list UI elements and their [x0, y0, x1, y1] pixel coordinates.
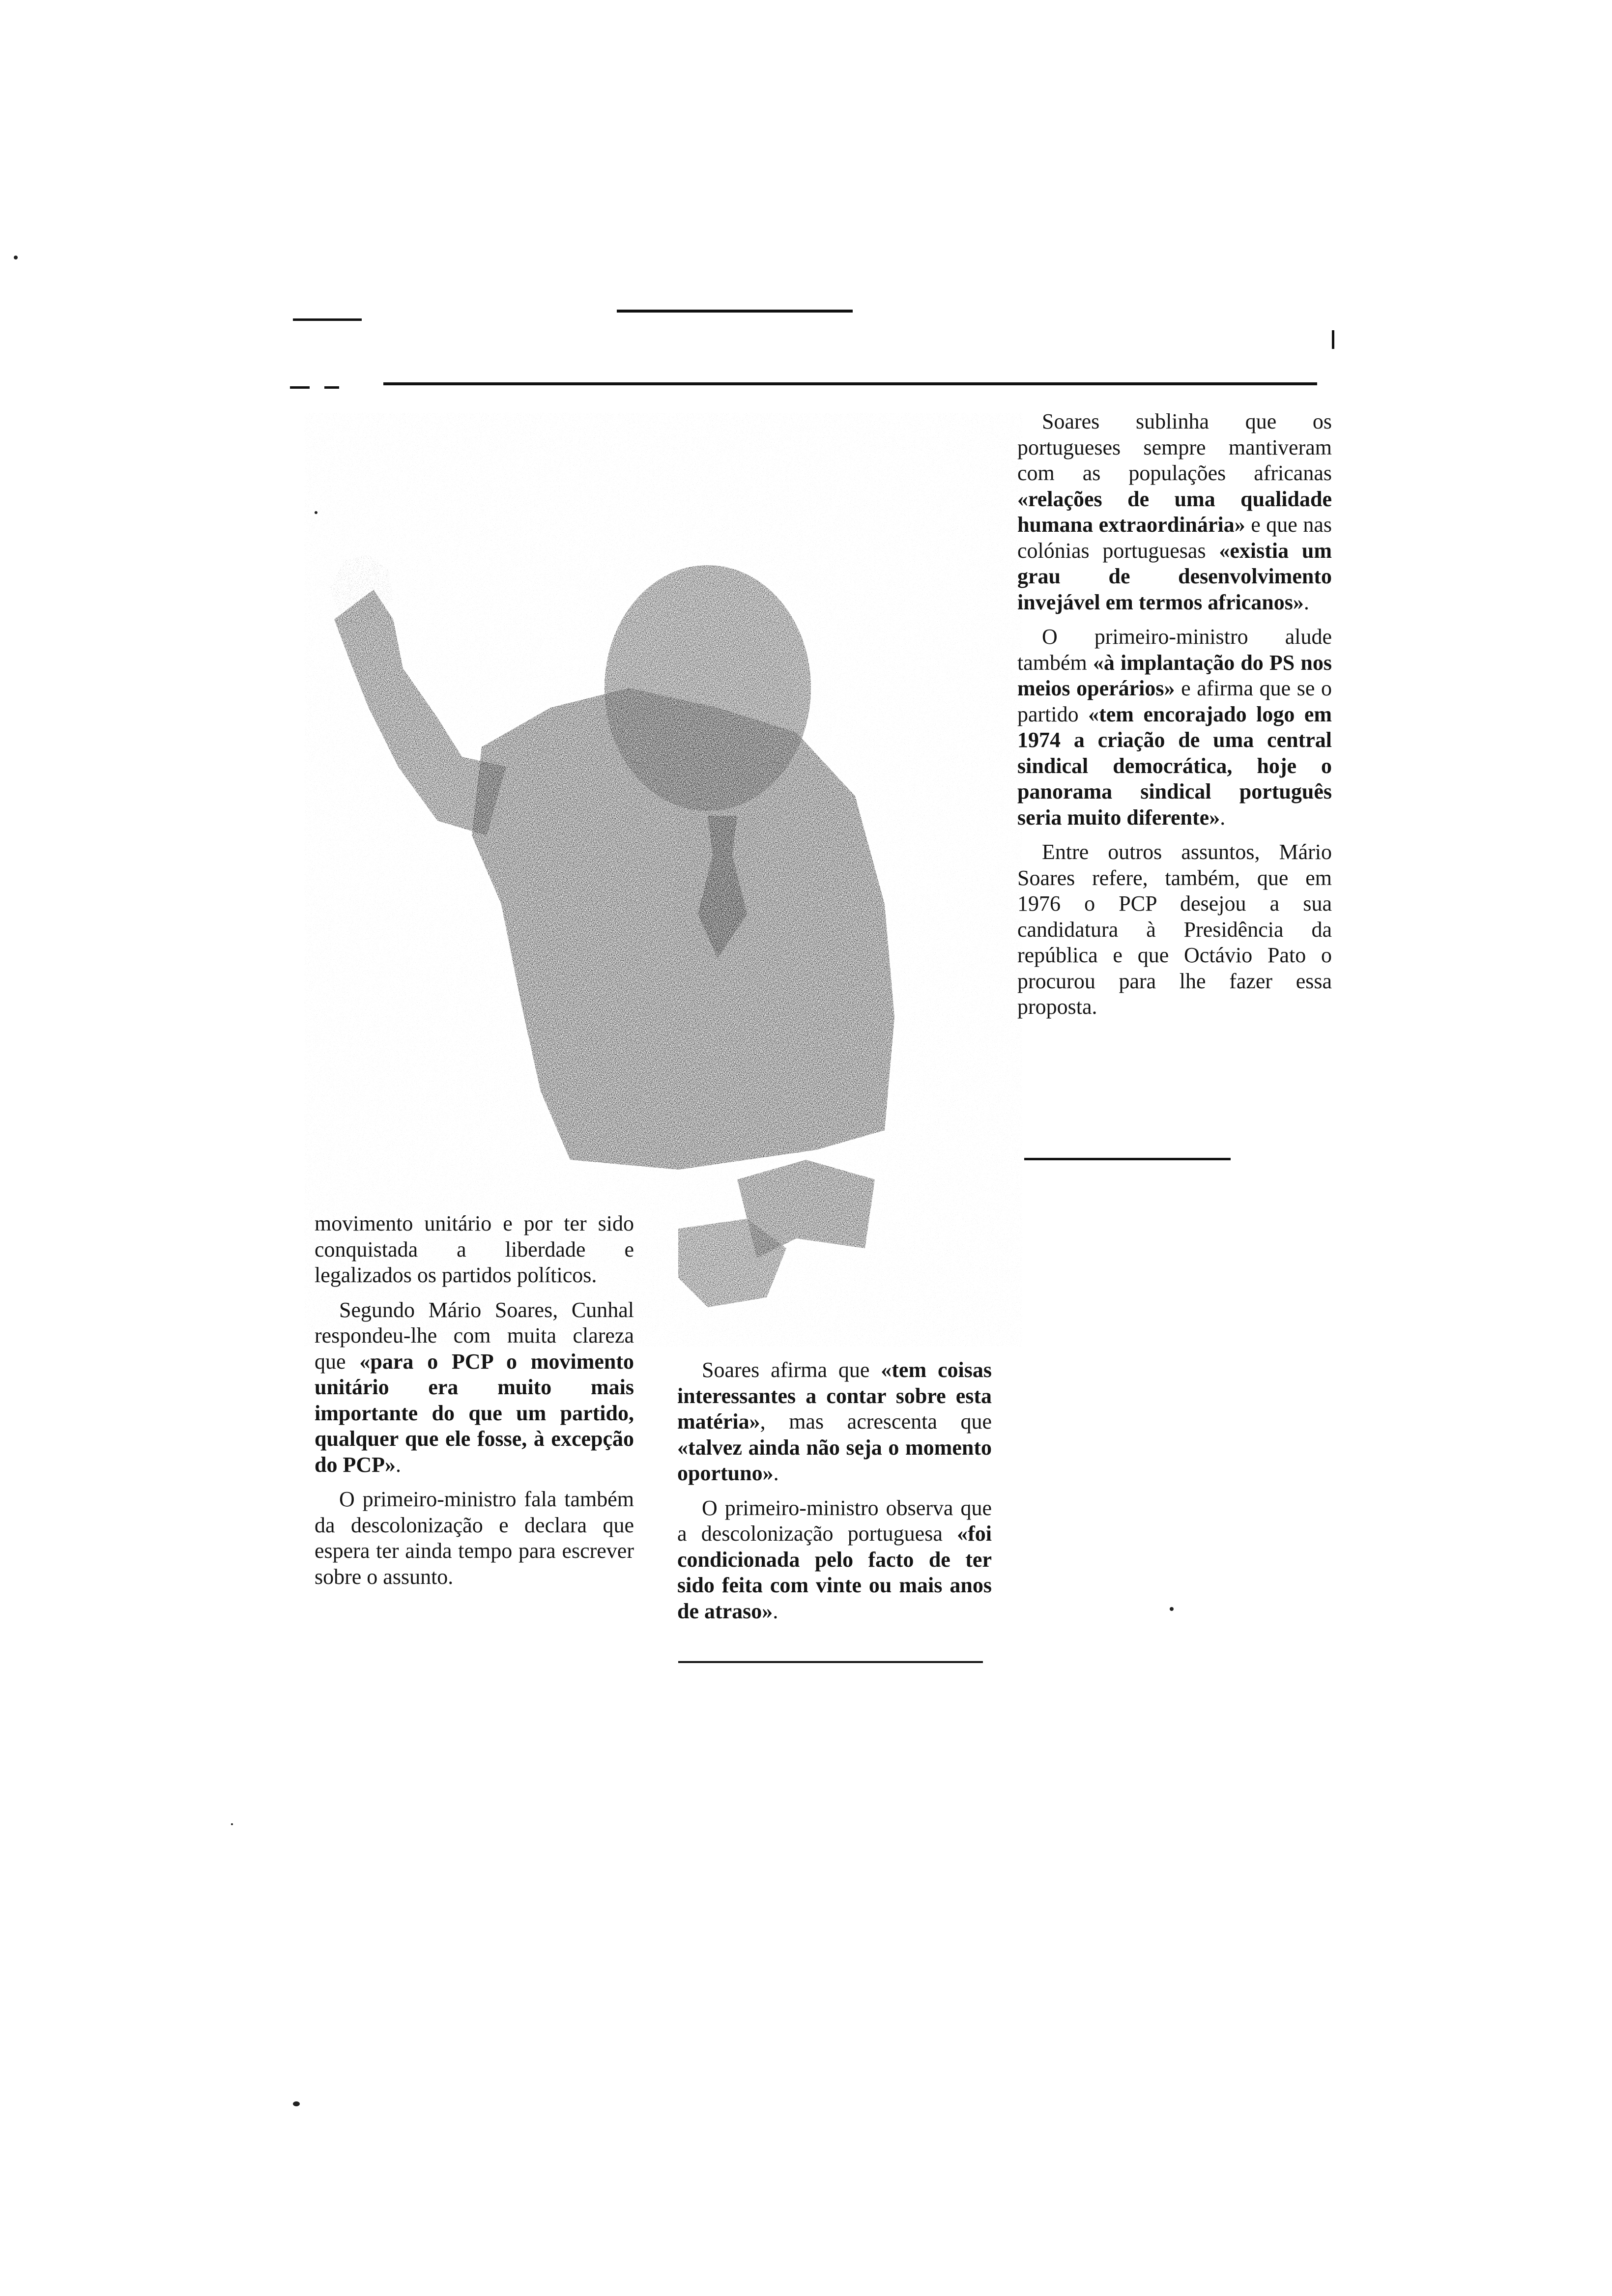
paragraph-text: Entre outros assuntos, Mário Soares refere, também, que em 1976 o PCP desejou a sua candidatura à Presidência da república e que Octávio Pato o procurou para lhe fazer essa proposta. [1017, 840, 1332, 1019]
header-dash-2 [324, 386, 339, 389]
paragraph-text: O primeiro-ministro alude também [1017, 625, 1332, 675]
paragraph [315, 1487, 634, 1590]
scan-speck [14, 256, 18, 259]
paragraph-text: movimento unitário e por ter sido conquistada a liberdade e legalizados os partidos políticos. [315, 1211, 634, 1287]
paragraph [1017, 839, 1332, 1020]
column-end-rule-bottom [678, 1661, 983, 1663]
scan-speck [293, 2101, 300, 2106]
quote-bold: «para o PCP o movimento unitário era muito mais importante do que um partido, qualquer que ele fosse, à excepção do PCP» [315, 1349, 634, 1477]
paragraph-text: e afirma que se o partido [1017, 676, 1332, 726]
header-tick [1332, 330, 1334, 349]
paragraph-text: , mas acrescenta que [760, 1409, 992, 1434]
paragraph-text: Soares sublinha que os portugueses sempre mantiveram com as populações africanas [1017, 409, 1332, 485]
paragraph [677, 1357, 992, 1487]
paragraph-text: O primeiro-ministro fala também da descolonização e declara que espera ter ainda tempo para escrever sobre o assunto. [315, 1487, 634, 1589]
photo-face [634, 624, 796, 811]
header-rule-left [293, 318, 362, 321]
paragraph-text: . [773, 1599, 778, 1623]
article-column-middle [677, 1357, 992, 1633]
paragraph-text: . [1303, 590, 1309, 614]
quote-bold: «foi condicionada pelo facto de ter sido feita com vinte ou mais anos de atraso» [677, 1521, 992, 1623]
scan-speck [315, 511, 317, 514]
paragraph [1017, 409, 1332, 615]
paragraph-text: Soares afirma que [702, 1358, 881, 1382]
paragraph-text: . [396, 1452, 401, 1477]
paragraph-text: . [1220, 805, 1226, 830]
quote-bold: «tem encorajado logo em 1974 a criação de uma central sindical democrática, hoje o panorama sindical português seria muito diferente» [1017, 702, 1332, 830]
quote-bold: «talvez ainda não seja o momento oportuno» [677, 1435, 992, 1485]
paragraph [315, 1211, 634, 1289]
paragraph [1017, 624, 1332, 831]
quote-bold: «tem coisas interessantes a contar sobre esta matéria» [677, 1358, 992, 1434]
paragraph-text: . [773, 1461, 779, 1485]
scan-speck [231, 1823, 233, 1825]
paragraph [677, 1495, 992, 1625]
paragraph-text: e que nas colónias portuguesas [1017, 513, 1332, 563]
article-column-left [315, 1211, 634, 1599]
paragraph [315, 1297, 634, 1478]
header-dash [290, 386, 310, 389]
header-rule-mid [617, 310, 853, 313]
quote-bold: «relações de uma qualidade humana extraordinária» [1017, 487, 1332, 537]
article-column-right [1017, 409, 1332, 1029]
scan-speck [1170, 1607, 1174, 1611]
paragraph-text: Segundo Mário Soares, Cunhal respondeu-lhe com muita clareza que [315, 1297, 634, 1374]
header-rule-long [383, 382, 1317, 385]
quote-bold: «à implantação do PS nos meios operários» [1017, 650, 1332, 700]
column-end-rule-right [1024, 1158, 1231, 1160]
quote-bold: «existia um grau de desenvolvimento invejável em termos africanos» [1017, 538, 1332, 614]
paragraph-text: O primeiro-ministro observa que a descolonização portuguesa [677, 1495, 992, 1546]
